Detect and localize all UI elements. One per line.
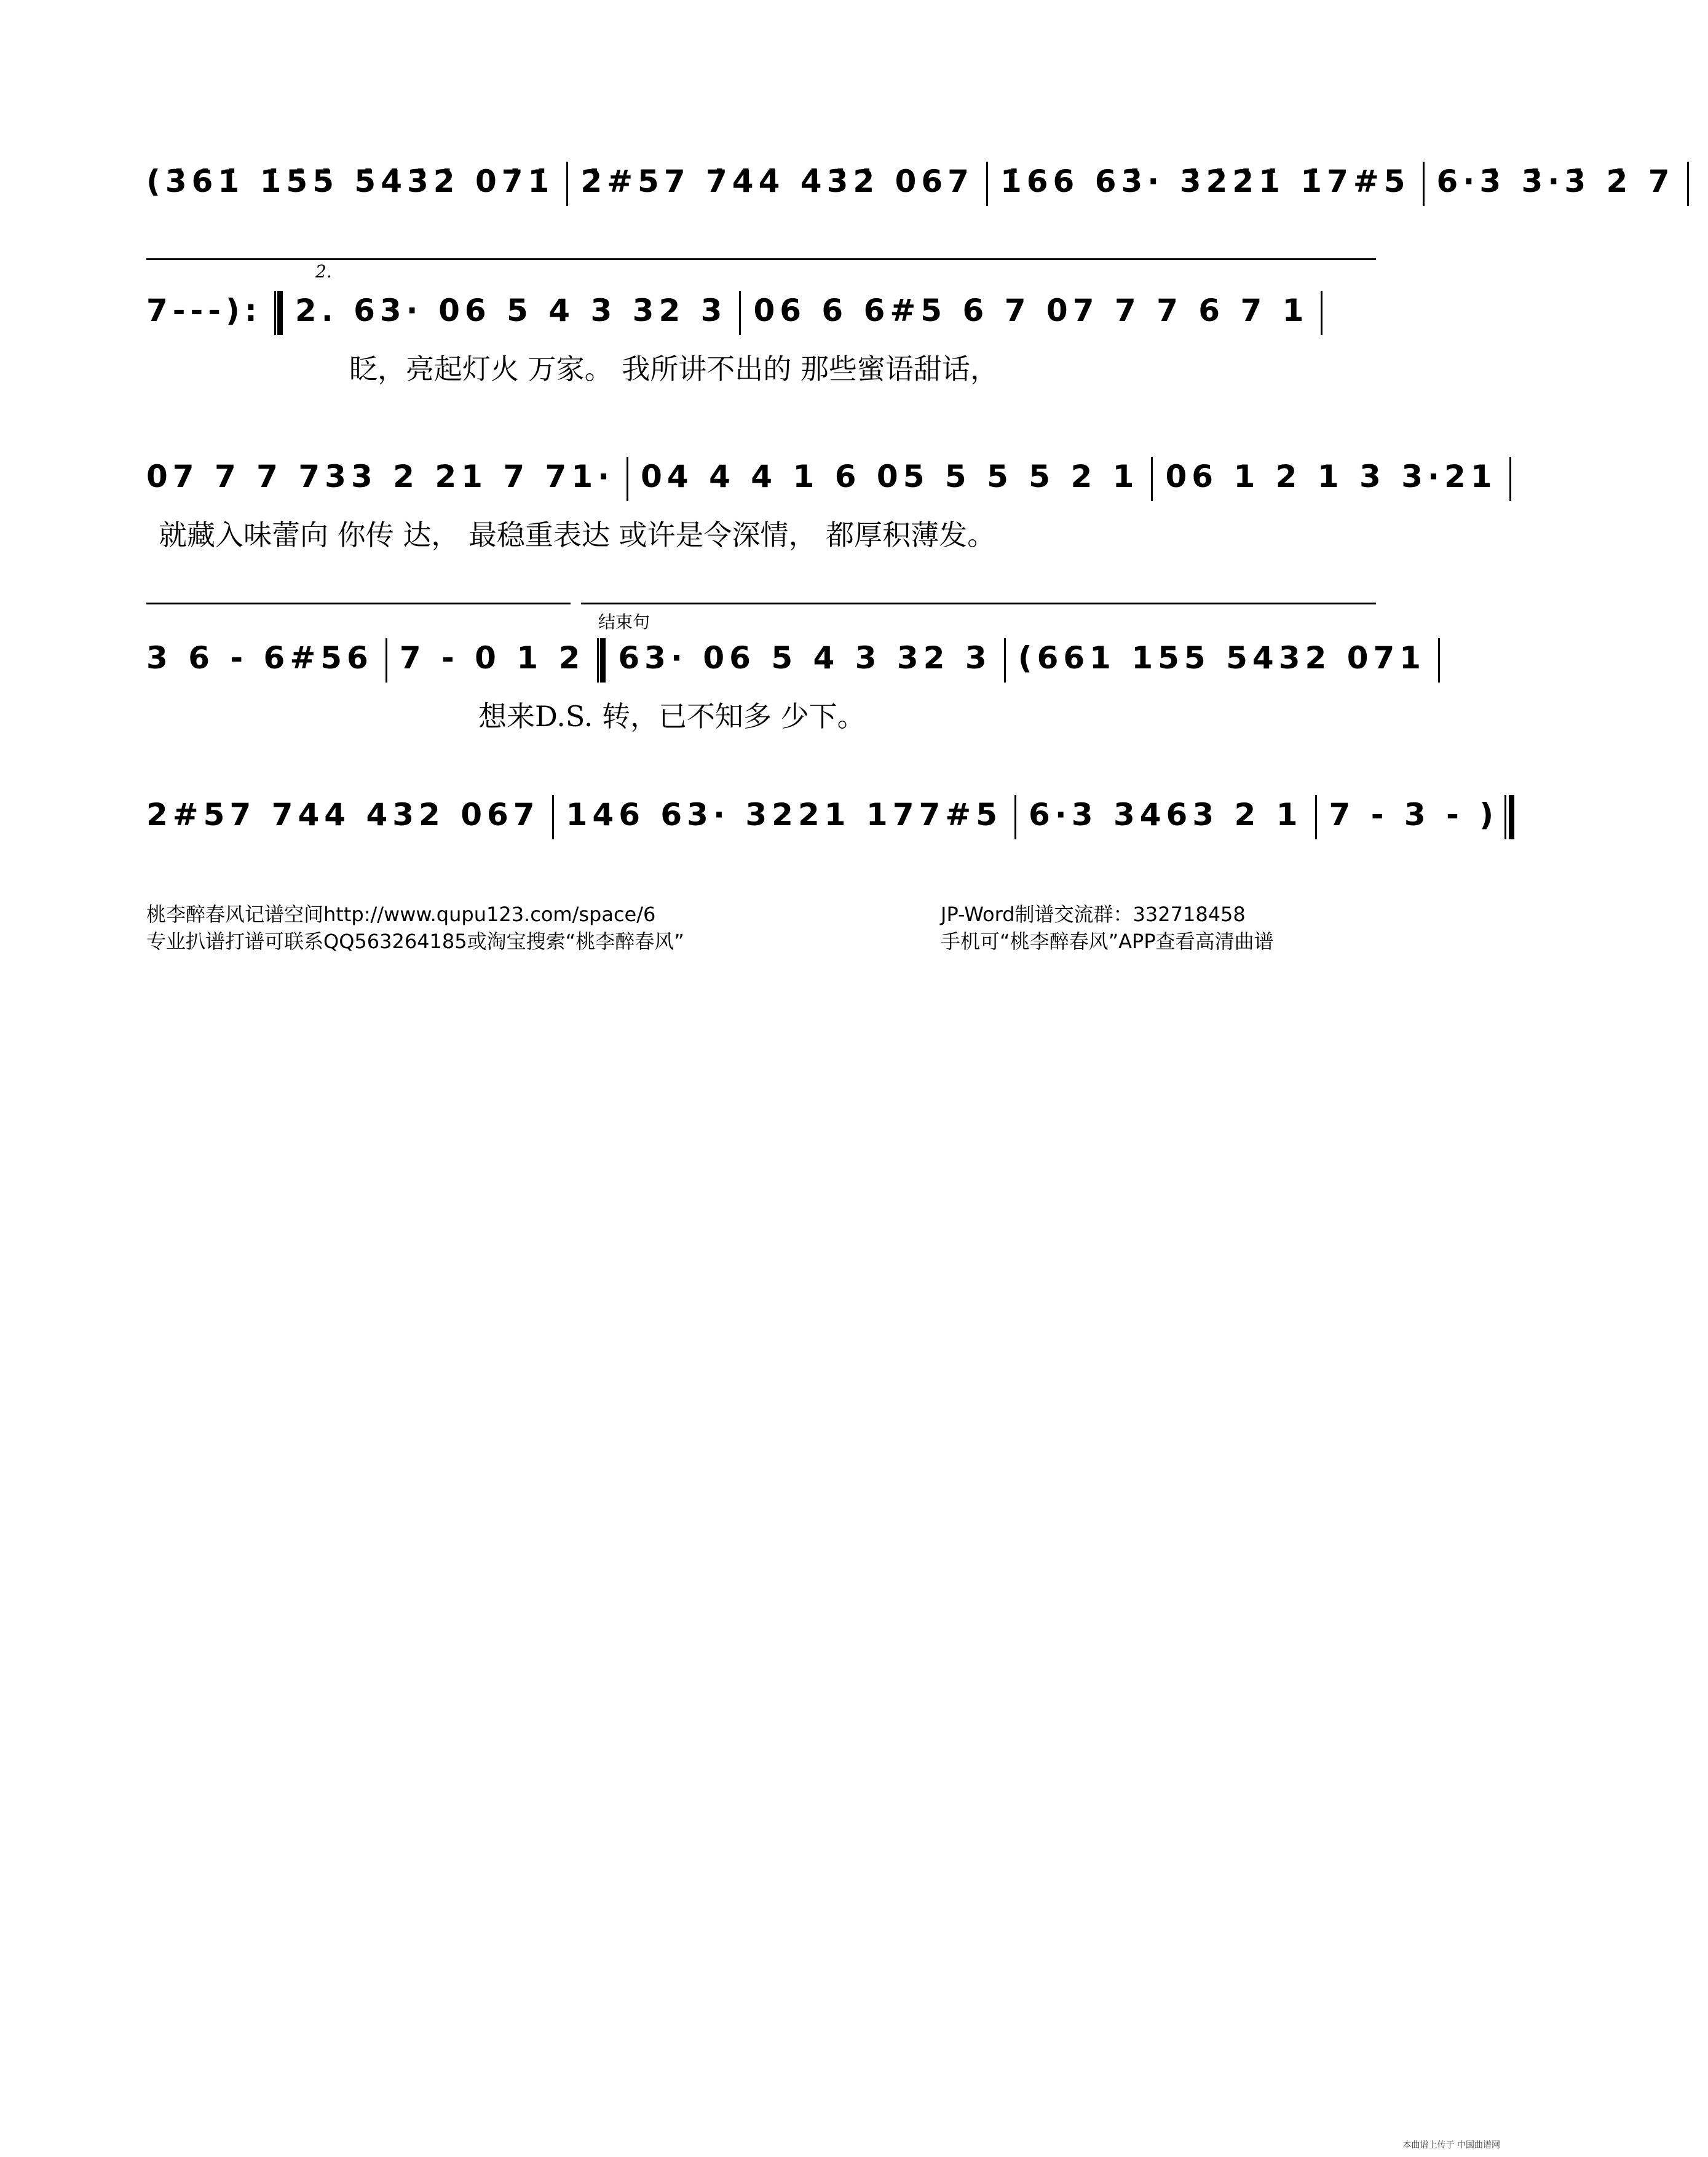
measure: 06 1 2 1 3 3·21 [1165,459,1497,494]
barline [739,291,741,335]
volta-rule [146,258,1376,260]
measure: 1̇66 63̇· 3̇2̇2̇1̇ 1̇7#5 [1000,164,1410,199]
barline [1151,457,1153,501]
measure: (661 155 5432 071 [1018,640,1426,676]
footer-left [146,901,684,955]
notation-row [146,286,1376,335]
barline [1004,638,1006,683]
barline [552,795,554,839]
footer-right-line1: JP-Word制谱交流群：332718458 [941,903,1246,926]
lyrics-row [146,218,1376,261]
barline [1014,795,1016,839]
measure: 7 - 3 - ) [1329,797,1499,833]
coda-rule [581,603,1376,604]
footer-left-line1: 桃李醉春风记谱空间http://www.qupu123.com/space/6 [146,903,656,926]
barline [385,638,387,683]
measure: 2. 63· 06 5 4 3 32 3 [295,293,727,328]
footer-right-line2: 手机可“桃李醉春风”APP查看高清曲谱 [941,930,1274,953]
lyrics-row: 想来D.S. 转，已不知多 少下。 [478,700,866,733]
measure: 04 4 4 1 6 05 5 5 5 2 1 [641,459,1139,494]
barline [627,457,628,501]
footer-left-line2: 专业扒谱打谱可联系QQ563264185或淘宝搜索“桃李醉春风” [146,930,684,953]
double-barline [597,638,606,683]
measure: 7---): [146,293,262,328]
notation-row [146,157,1675,206]
measure: (3̇6̇1̇ 1̇5̇5̇ 5̇4̇3̇2̇ 07̇1̇ [146,164,555,199]
barline [1438,638,1440,683]
lyrics-row: 就藏入味蕾向 你传 达， 最稳重表达 或许是令深情， 都厚积薄发。 [159,518,996,552]
upload-credit: 本曲谱上传于 中国曲谱网 [1402,2140,1500,2150]
measure: 06 6 6#5 6 7 07 7 7 6 7 1 [753,293,1309,328]
measure: 2̇#57 7̇4̇4̇ 4̇3̇2̇ 067 [580,164,974,199]
measure: 6·3 3463 2 1 [1029,797,1303,833]
footer-right [941,901,1274,955]
barline [1423,162,1425,206]
notation-row [146,633,1426,683]
barline [1315,795,1317,839]
measure: 3 6 - 6#56 [146,640,373,676]
measure: 63· 06 5 4 3 32 3 [618,640,992,676]
measure: 7 - 0 1 2 [399,640,585,676]
measure: 146 63· 3221 177#5 [566,797,1002,833]
final-barline [1504,795,1514,839]
segno-rule [146,603,571,604]
notation-row [146,790,1499,839]
lyrics-row [146,852,1376,895]
barline [566,162,568,206]
coda-label: 结束句 [598,612,650,632]
measure: 07 7 7 733 2 21 7 71· [146,459,615,494]
barline [986,162,988,206]
volta-label: 2. [315,261,332,282]
barline [1509,457,1511,501]
measure: 2#57 744 432 067 [146,797,540,833]
repeat-barline [274,291,283,335]
barline [1687,162,1689,206]
lyrics-row: 眨，亮起灯火 万家。 我所讲不出的 那些蜜语甜话， [349,352,998,386]
measure: 6·3̇ 3̇·3̇ 2̇ 7 [1436,164,1675,199]
barline [1321,291,1323,335]
notation-row [146,452,1497,501]
